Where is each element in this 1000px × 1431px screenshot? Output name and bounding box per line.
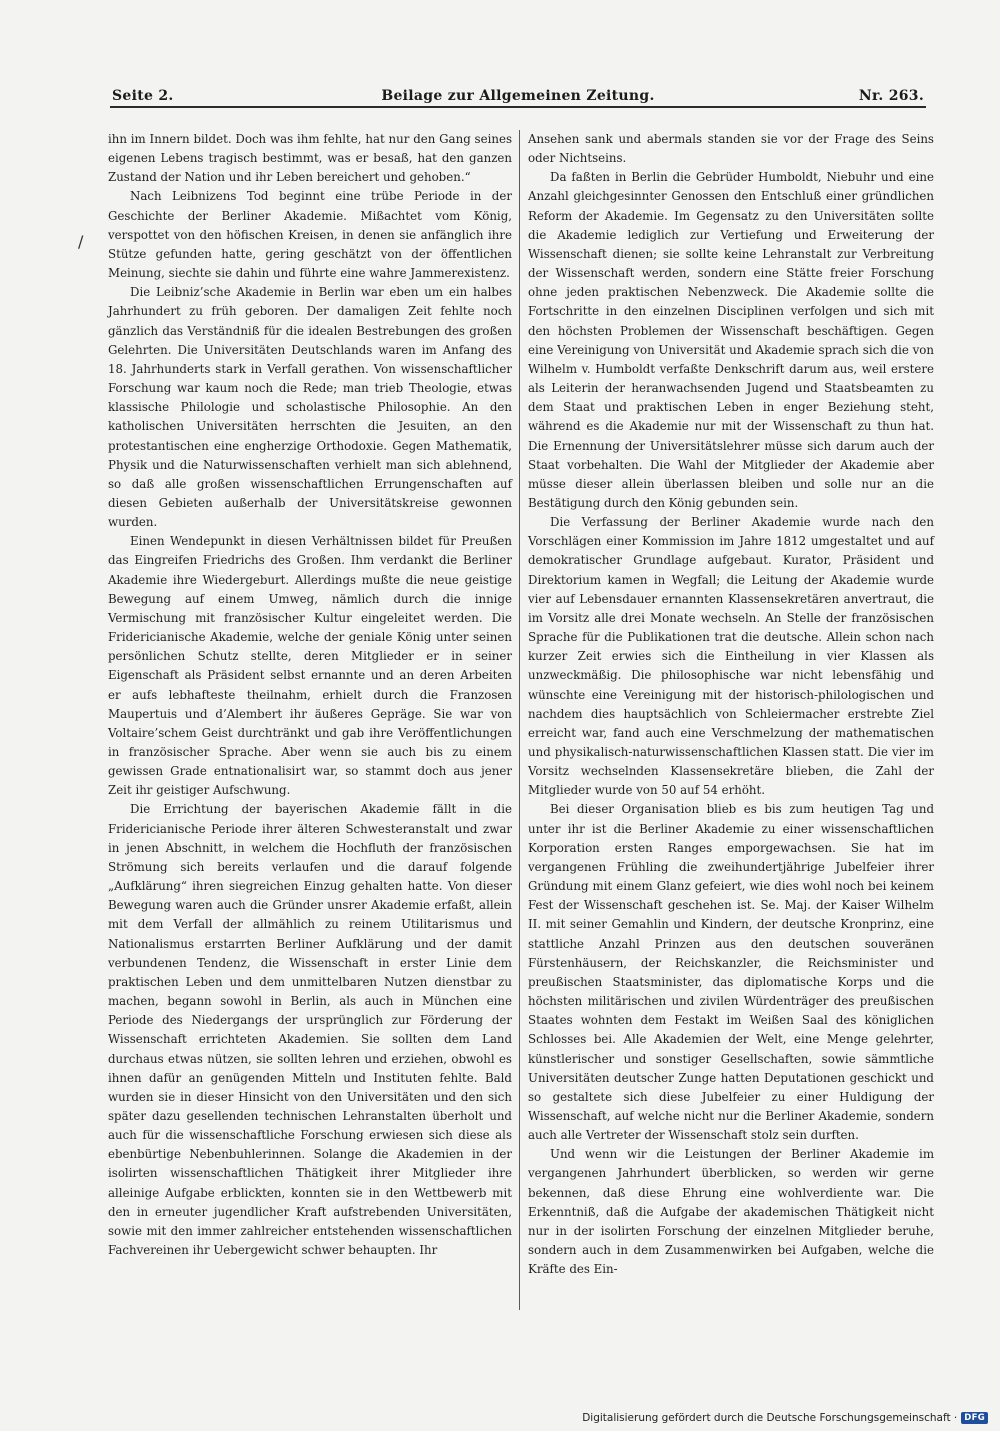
digitization-footer bbox=[582, 1409, 988, 1427]
paragraph: Da faßten in Berlin die Gebrüder Humboldt, Niebuhr und eine Anzahl gleichgesinnter Genossen den Entschluß einer gründlichen Reform der Akademie. Im Gegensatz zu den Universitäten sollte die Akademie lediglich zur Vertiefung und Erweiterung der Wissenschaft dienen; sie sollte keine Lehranstalt zur Verbreitung der Wissenschaft werden, sondern eine Stätte freier Forschung ohne jeden praktischen Nebenzweck. Die Akademie sollte die Fortschritte in den einzelnen Disciplinen verfolgen und sich mit den höchsten Problemen der Wissenschaft beschäftigen. Gegen eine Vereinigung von Universität und Akademie sprach sich die von Wilhelm v. Humboldt verfaßte Denkschrift darum aus, weil erstere als Leiterin der heranwachsenden Jugend und Staatsbeamten zu dem Staat und praktischen Leben in enger Beziehung steht, während es die Akademie nur mit der Wissenschaft zu thun hat. Die Ernennung der Universitätslehrer müsse sich darum auch der Staat vorbehalten. Die Wahl der Mitglieder der Akademie aber müsse dieser allein überlassen bleiben und solle nur an die Bestätigung durch den König gebunden sein. bbox=[528, 170, 934, 510]
paragraph: Nach Leibnizens Tod beginnt eine trübe Periode in der Geschichte der Berliner Akademie. Mißachtet vom König, verspottet von den höfischen Kreisen, in denen sie anfänglich ihre Stütze gefunden hatte, gering geschätzt von der öffentlichen Meinung, siechte sie dahin und führte eine wahre Jammerexistenz. bbox=[108, 189, 512, 281]
issue-number: Nr. 263. bbox=[858, 88, 924, 104]
paragraph: Die Leibniz’sche Akademie in Berlin war eben um ein halbes Jahrhundert zu früh geboren. Der damaligen Zeit fehlte noch gänzlich das Verständniß für die idealen Bestrebungen des großen Gelehrten. Die Universitäten Deutschlands waren im Anfang des 18. Jahrhunderts stark in Verfall gerathen. Von wissenschaftlicher Forschung war kaum noch die Rede; man trieb Theologie, etwas klassische Philologie und scholastische Philosophie. An den katholischen Universitäten herrschten die Jesuiten, an den protestantischen eine engherzige Orthodoxie. Gegen Mathematik, Physik und die Naturwissenschaften verhielt man sich ablehnend, so daß alle großen wissenschaftlichen Errungenschaften auf diesen Gebieten außerhalb der Universitätskreise gewonnen wurden. bbox=[108, 285, 512, 530]
paragraph: Die Errichtung der bayerischen Akademie fällt in die Fridericianische Periode ihrer älteren Schwesteranstalt und zwar in jenen Abschnitt, in welchem die Hochfluth der französischen Strömung sich bereits verlaufen und die darauf folgende „Aufklärung“ ihren siegreichen Einzug gehalten hatte. Von dieser Bewegung waren auch die Gründer unsrer Akademie erfaßt, allein mit dem Verfall der allmählich zu reinem Utilitarismus und Nationalismus erstarrten Berliner Aufklärung und der damit verbundenen Tendenz, die Wissenschaft in erster Linie dem praktischen Leben und dem unmittelbaren Nutzen dienstbar zu machen, begann sowohl in Berlin, als auch in München eine Periode des Niedergangs der ursprünglich zur Förderung der Wissenschaft errichteten Akademien. Sie sollten dem Land durchaus etwas nützen, sie sollten lehren und erziehen, obwohl es ihnen dafür an genügenden Mitteln und Instituten fehlte. Bald wurden sie in dieser Hinsicht von den Universitäten und den sich später dazu gesellenden technischen Lehranstalten überholt und auch für die wissenschaftliche Forschung erwiesen sich diese als ebenbürtige Nebenbuhlerinnen. Solange die Akademien in der isolirten wissenschaftlichen Thätigkeit ihrer Mitglieder ihre alleinige Aufgabe erblickten, konnten sie in den Wettbewerb mit den in erneuter jugendlicher Kraft aufstrebenden Universitäten, sowie mit den immer zahlreicher entstehenden wissenschaftlichen Fachvereinen ihr Uebergewicht schwer behaupten. Ihr bbox=[108, 802, 512, 1258]
header-rule bbox=[110, 106, 926, 108]
column-divider bbox=[519, 130, 520, 1310]
dfg-logo: DFG bbox=[961, 1412, 988, 1424]
paragraph: Bei dieser Organisation blieb es bis zum heutigen Tag und unter ihr ist die Berliner Akademie zu einer wissenschaftlichen Korporation ersten Ranges emporgewachsen. Sie hat im vergangenen Frühling die zweihundertjährige Jubelfeier ihrer Gründung mit einem Glanz gefeiert, wie dies wohl noch bei keinem Fest der Wissenschaft geschehen ist. Se. Maj. der Kaiser Wilhelm II. mit seiner Gemahlin und Kindern, der deutsche Kronprinz, eine stattliche Anzahl Prinzen aus den deutschen souveränen Fürstenhäusern, der Reichskanzler, die Reichsminister und preußischen Staatsminister, das diplomatische Korps und die höchsten militärischen und zivilen Würdenträger des preußischen Staates wohnten dem Festakt im Weißen Saal des königlichen Schlosses bei. Alle Akademien der Welt, eine Menge gelehrter, künstlerischer und sonstiger Gesellschaften, sowie sämmtliche Universitäten deutscher Zunge hatten Deputationen geschickt und so gestaltete sich diese Jubelfeier zu einer Huldigung der Wissenschaft, auf welche nicht nur die Berliner Akademie, sondern auch alle Vertreter der Wissenschaft stolz sein durften. bbox=[528, 802, 934, 1143]
paragraph: Einen Wendepunkt in diesen Verhältnissen bildet für Preußen das Eingreifen Friedrichs des Großen. Ihm verdankt die Berliner Akademie ihre Wiedergeburt. Allerdings mußte die neue geistige Bewegung auf einem Umweg, nämlich durch die innige Vermischung mit französischer Kultur eingeleitet werden. Die Fridericianische Akademie, welche der geniale König unter seinen persönlichen Schutz stellte, deren Mitglieder er in seiner Eigenschaft als Präsident selbst ernannte und an deren Arbeiten er aufs lebhafteste theilnahm, erhielt durch die Franzosen Maupertuis und d’Alembert ihr äußeres Gepräge. Sie war von Voltaire’schem Geist durchtränkt und gab ihre Veröffentlichungen in französischer Sprache. Aber wenn sie auch bis zu einem gewissen Grade entnationalisirt war, so stammt doch aus jener Zeit ihr geistiger Aufschwung. bbox=[108, 534, 512, 798]
publication-title: Beilage zur Allgemeinen Zeitung. bbox=[381, 88, 655, 104]
margin-mark: / bbox=[78, 232, 84, 251]
paragraph: Ansehen sank und abermals standen sie vor der Frage des Seins oder Nichtseins. bbox=[528, 132, 934, 166]
footer-credit-text: Digitalisierung gefördert durch die Deutsche Forschungsgemeinschaft · bbox=[582, 1412, 958, 1424]
right-column bbox=[528, 130, 934, 1320]
paragraph: Die Verfassung der Berliner Akademie wurde nach den Vorschlägen einer Kommission im Jahre 1812 umgestaltet und auf demokratischer Grundlage aufgebaut. Kurator, Präsident und Direktorium kamen in Wegfall; die Leitung der Akademie wurde vier auf Lebensdauer ernannten Klassensekretären anvertraut, die im Vorsitz alle drei Monate wechseln. An Stelle der französischen Sprache für die Publikationen trat die deutsche. Allein schon nach kurzer Zeit erwies sich die Eintheilung in vier Klassen als unzweckmäßig. Die philosophische war nicht lebensfähig und wünschte eine Vereinigung mit der historisch-philologischen und nachdem dies hauptsächlich von Schleiermacher erstrebte Ziel erreicht war, fand auch eine Verschmelzung der mathematischen und physikalisch-naturwissenschaftlichen Klassen statt. Die vier im Vorsitz wechselnden Klassensekretäre blieben, die Zahl der Mitglieder wurde von 50 auf 54 erhöht. bbox=[528, 515, 934, 798]
paragraph: ihn im Innern bildet. Doch was ihm fehlte, hat nur den Gang seines eigenen Lebens tragisch bestimmt, was er besaß, hat den ganzen Zustand der Nation und ihr Leben bereichert und gehoben.“ bbox=[108, 132, 512, 185]
paragraph: Und wenn wir die Leistungen der Berliner Akademie im vergangenen Jahrhundert überblicken, so werden wir gerne bekennen, daß diese Ehrung eine wohlverdiente war. Die Erkenntniß, daß die Aufgabe der akademischen Thätigkeit nicht nur in der isolirten Forschung der einzelnen Mitglieder beruhe, sondern auch in dem Zusammenwirken bei Aufgaben, welche die Kräfte des Ein- bbox=[528, 1147, 934, 1277]
left-column bbox=[108, 130, 512, 1320]
page-header bbox=[112, 84, 924, 108]
page-label: Seite 2. bbox=[112, 88, 174, 104]
